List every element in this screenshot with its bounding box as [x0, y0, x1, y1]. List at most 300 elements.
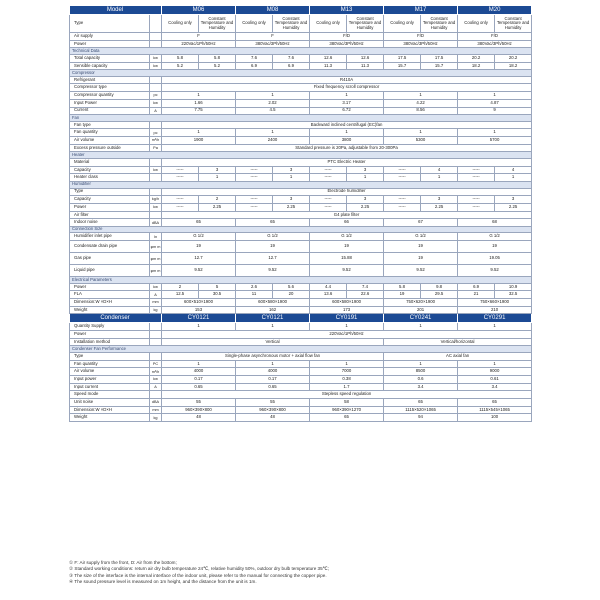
- type-mode: Cooling only: [236, 15, 273, 33]
- table-row: [70, 414, 532, 422]
- value-cell: 11.3: [310, 62, 347, 70]
- row-label: Dimension:W ×D×H: [70, 299, 150, 307]
- row-unit: [150, 188, 162, 196]
- table-row: [70, 129, 532, 137]
- footnote: ④ The sound pressure level is measured on 1m height, and the distance from the unit is 1m.: [69, 578, 257, 584]
- row-label: Type: [70, 15, 150, 33]
- table-row: [70, 137, 532, 145]
- value-cell: 1: [310, 360, 384, 368]
- section-title: Condenser Fan Performance: [70, 346, 532, 353]
- value-cell: -----: [162, 174, 199, 182]
- table-row: [70, 84, 532, 92]
- table-row: [70, 76, 532, 84]
- value-cell: 2: [199, 196, 236, 204]
- row-unit: [150, 174, 162, 182]
- row-unit: [150, 33, 162, 41]
- value-cell: G 1/2: [162, 233, 236, 241]
- value-cell: 19: [384, 241, 458, 253]
- table-row: [70, 166, 532, 174]
- type-mode: Constant Temperature and Humidity: [273, 15, 310, 33]
- table-row: [70, 196, 532, 204]
- value-cell: 15.7: [384, 62, 421, 70]
- value-cell: 600×580×1900: [236, 299, 310, 307]
- value-cell: -----: [236, 203, 273, 211]
- condenser-model: CY0241: [384, 314, 458, 323]
- section-title: Heater: [70, 152, 532, 159]
- row-unit: [150, 76, 162, 84]
- value-cell: 380Vac/3Ph/50Hz: [310, 40, 384, 48]
- value-cell: 3: [273, 196, 310, 204]
- value-cell: 5.2: [199, 62, 236, 70]
- row-unit: kg: [150, 414, 162, 422]
- table-row: [70, 233, 532, 241]
- row-unit: [150, 158, 162, 166]
- row-label: Compressor quantity: [70, 92, 150, 100]
- table-row: [70, 352, 532, 360]
- value-cell: 1: [384, 323, 458, 331]
- type-row: [70, 15, 532, 33]
- value-cell: 19: [384, 253, 458, 265]
- row-label: Liquid pipe: [70, 265, 150, 277]
- table-row: [70, 265, 532, 277]
- value-cell: 210: [458, 306, 532, 314]
- row-label: Type: [70, 352, 150, 360]
- table-row: [70, 99, 532, 107]
- value-cell: 5: [199, 283, 236, 291]
- value-cell: 3: [421, 196, 458, 204]
- footnote: ③ The size of the interface is the internal interface of the indoor unit, please refer to the manual for connecting the copper pipe.: [69, 572, 327, 578]
- row-unit: [150, 338, 162, 346]
- value-cell: 100: [458, 414, 532, 422]
- value-cell: 3: [347, 196, 384, 204]
- value-cell: 0.6: [384, 376, 458, 384]
- value-cell: 20: [273, 291, 310, 299]
- value-cell: 12.6: [347, 54, 384, 62]
- table-row: [70, 406, 532, 414]
- type-mode: Cooling only: [384, 15, 421, 33]
- table-row: [70, 253, 532, 265]
- value-cell: 1: [458, 360, 532, 368]
- row-unit: φm m: [150, 253, 162, 265]
- row-unit: [150, 211, 162, 219]
- value-cell: 20.2: [495, 54, 532, 62]
- value-cell: 0.61: [458, 376, 532, 384]
- model-name: M13: [310, 6, 384, 15]
- value-cell: F/D: [384, 33, 458, 41]
- value-cell: 4000: [236, 368, 310, 376]
- table-row: [70, 107, 532, 115]
- value-cell: 0.65: [236, 383, 310, 391]
- row-unit: dBA: [150, 219, 162, 227]
- value-cell: 12.7: [236, 253, 310, 265]
- table-row: [70, 121, 532, 129]
- table-row: [70, 54, 532, 62]
- value-cell: 1115×520×1065: [384, 406, 458, 414]
- value-cell: 220Vac/1Ph/50Hz: [162, 331, 532, 339]
- row-label: Installation method: [70, 338, 150, 346]
- row-label: Capacity: [70, 166, 150, 174]
- value-cell: 68: [458, 219, 532, 227]
- value-cell: -----: [310, 196, 347, 204]
- section-title: Fan: [70, 115, 532, 122]
- value-cell: Single-phase asynchronous motor + axial flow fan: [162, 352, 384, 360]
- footnote: ② Standard working conditions: return air dry bulb temperature 24℃, relative humidity 50%, outdoor dry bulb temperature 35℃;: [69, 566, 330, 572]
- condenser-model: CY0291: [458, 314, 532, 323]
- row-unit: A: [150, 107, 162, 115]
- value-cell: 7.6: [236, 54, 273, 62]
- table-row: [70, 331, 532, 339]
- value-cell: 20.2: [458, 54, 495, 62]
- value-cell: 2.25: [347, 203, 384, 211]
- type-mode: Constant Temperature and Humidity: [421, 15, 458, 33]
- row-label: Air volume: [70, 368, 150, 376]
- value-cell: 4.22: [384, 99, 458, 107]
- value-cell: F/D: [310, 33, 384, 41]
- value-cell: 2.25: [273, 203, 310, 211]
- value-cell: F: [236, 33, 310, 41]
- row-unit: pc: [150, 92, 162, 100]
- row-unit: [150, 352, 162, 360]
- value-cell: 55: [236, 399, 310, 407]
- value-cell: -----: [458, 166, 495, 174]
- row-label: Air supply: [70, 33, 150, 41]
- value-cell: 5.8: [384, 283, 421, 291]
- value-cell: -----: [458, 174, 495, 182]
- value-cell: 94: [384, 414, 458, 422]
- value-cell: 6.9: [236, 62, 273, 70]
- value-cell: 58: [310, 399, 384, 407]
- value-cell: PTC Electric Heater: [162, 158, 532, 166]
- row-label: Input power: [70, 376, 150, 384]
- value-cell: -----: [310, 203, 347, 211]
- value-cell: -----: [458, 203, 495, 211]
- row-label: Sensible capacity: [70, 62, 150, 70]
- value-cell: 9.52: [310, 265, 384, 277]
- condenser-model: CY0121: [162, 314, 236, 323]
- value-cell: 65: [236, 219, 310, 227]
- value-cell: 32.5: [495, 291, 532, 299]
- value-cell: 5300: [384, 137, 458, 145]
- value-cell: 1: [495, 174, 532, 182]
- value-cell: 0.38: [310, 376, 384, 384]
- table-row: [70, 203, 532, 211]
- value-cell: Vertical: [162, 338, 384, 346]
- value-cell: -----: [236, 196, 273, 204]
- value-cell: -----: [384, 203, 421, 211]
- value-cell: 960×390×800: [236, 406, 310, 414]
- type-mode: Cooling only: [310, 15, 347, 33]
- value-cell: Stepless speed regulation: [162, 391, 532, 399]
- row-unit: mm: [150, 406, 162, 414]
- value-cell: 2: [162, 283, 199, 291]
- section-title: Electrical Parameters: [70, 277, 532, 284]
- value-cell: 7.75: [162, 107, 236, 115]
- value-cell: 12.7: [162, 253, 236, 265]
- value-cell: 22.6: [347, 291, 384, 299]
- row-label: Quantity Supply: [70, 323, 150, 331]
- table-row: [70, 241, 532, 253]
- model-header-row: [70, 6, 532, 15]
- model-name: M17: [384, 6, 458, 15]
- spec-table: [69, 5, 532, 422]
- type-mode: Cooling only: [458, 15, 495, 33]
- table-row: [70, 338, 532, 346]
- value-cell: Vertical/horizontal: [384, 338, 532, 346]
- value-cell: 4: [421, 166, 458, 174]
- value-cell: 5.8: [162, 54, 199, 62]
- value-cell: 66: [310, 219, 384, 227]
- row-unit: dBA: [150, 399, 162, 407]
- row-label: Condensate drain pipe: [70, 241, 150, 253]
- row-unit: kw: [150, 166, 162, 174]
- value-cell: 1.7: [310, 383, 384, 391]
- value-cell: 1: [310, 92, 384, 100]
- table-row: [70, 399, 532, 407]
- value-cell: 162: [236, 306, 310, 314]
- value-cell: 48: [162, 414, 236, 422]
- table-row: [70, 283, 532, 291]
- value-cell: 5.8: [199, 54, 236, 62]
- value-cell: 7.6: [273, 54, 310, 62]
- value-cell: 65: [310, 414, 384, 422]
- table-row: [70, 174, 532, 182]
- row-label: Fan type: [70, 121, 150, 129]
- value-cell: 3: [273, 166, 310, 174]
- value-cell: 960×390×1270: [310, 406, 384, 414]
- row-label: Excess pressure outside: [70, 144, 150, 152]
- value-cell: 2.25: [421, 203, 458, 211]
- value-cell: 9.52: [162, 265, 236, 277]
- value-cell: 3.4: [458, 383, 532, 391]
- value-cell: 220Vac/1Ph/50Hz: [162, 40, 236, 48]
- table-row: [70, 62, 532, 70]
- value-cell: 1: [162, 360, 236, 368]
- value-cell: -----: [162, 203, 199, 211]
- table-row: [70, 376, 532, 384]
- table-row: [70, 188, 532, 196]
- row-label: Power: [70, 203, 150, 211]
- row-label: Heater class: [70, 174, 150, 182]
- value-cell: 380Vac/3Ph/50Hz: [384, 40, 458, 48]
- row-label: Unit noise: [70, 399, 150, 407]
- row-unit: [150, 331, 162, 339]
- value-cell: 1: [458, 92, 532, 100]
- value-cell: 4.5: [236, 107, 310, 115]
- value-cell: 0.17: [236, 376, 310, 384]
- value-cell: 1.66: [162, 99, 236, 107]
- value-cell: 2.6: [236, 283, 273, 291]
- value-cell: 1: [421, 174, 458, 182]
- row-unit: [150, 84, 162, 92]
- row-unit: kw: [150, 203, 162, 211]
- table-row: [70, 219, 532, 227]
- value-cell: 2.25: [495, 203, 532, 211]
- value-cell: 9.8: [421, 283, 458, 291]
- value-cell: 1: [310, 323, 384, 331]
- row-label: Fan quantity: [70, 129, 150, 137]
- value-cell: 13.6: [310, 291, 347, 299]
- value-cell: 1: [162, 323, 236, 331]
- row-label: Fan quantity: [70, 360, 150, 368]
- value-cell: G 1/2: [458, 233, 532, 241]
- section-title: Compressor: [70, 70, 532, 77]
- value-cell: 2400: [236, 137, 310, 145]
- value-cell: 3800: [310, 137, 384, 145]
- value-cell: -----: [384, 174, 421, 182]
- condenser-model: CY0121: [236, 314, 310, 323]
- value-cell: Backward inclined centrifugal (EC)fan: [162, 121, 532, 129]
- row-unit: A: [150, 383, 162, 391]
- value-cell: 3.17: [310, 99, 384, 107]
- value-cell: 17.5: [384, 54, 421, 62]
- value-cell: 5.2: [162, 62, 199, 70]
- row-unit: φm m: [150, 265, 162, 277]
- value-cell: 65: [384, 399, 458, 407]
- table-row: [70, 158, 532, 166]
- row-unit: kg/h: [150, 196, 162, 204]
- value-cell: 19: [162, 241, 236, 253]
- row-unit: Pa: [150, 144, 162, 152]
- value-cell: -----: [236, 174, 273, 182]
- value-cell: 1: [236, 129, 310, 137]
- row-unit: kw: [150, 376, 162, 384]
- value-cell: 3: [199, 166, 236, 174]
- value-cell: G4 plate filter: [162, 211, 532, 219]
- value-cell: 30.5: [199, 291, 236, 299]
- table-row: [70, 368, 532, 376]
- value-cell: 12.6: [310, 54, 347, 62]
- value-cell: 153: [162, 306, 236, 314]
- value-cell: 19: [236, 241, 310, 253]
- value-cell: 173: [310, 306, 384, 314]
- table-row: [70, 92, 532, 100]
- value-cell: 5700: [458, 137, 532, 145]
- row-unit: [150, 40, 162, 48]
- table-row: [70, 40, 532, 48]
- table-row: [70, 383, 532, 391]
- value-cell: 3.4: [384, 383, 458, 391]
- table-row: [70, 211, 532, 219]
- value-cell: 1: [162, 129, 236, 137]
- value-cell: Fixed frequency scroll compressor: [162, 84, 532, 92]
- value-cell: -----: [162, 166, 199, 174]
- value-cell: 960×390×800: [162, 406, 236, 414]
- value-cell: 17.5: [421, 54, 458, 62]
- value-cell: 1: [384, 360, 458, 368]
- value-cell: 1: [310, 129, 384, 137]
- value-cell: 19.05: [458, 253, 532, 265]
- value-cell: 15.7: [421, 62, 458, 70]
- value-cell: 4: [495, 166, 532, 174]
- value-cell: 9.52: [384, 265, 458, 277]
- value-cell: Standard pressure is 20Pa, adjustable from 20-300Pa: [162, 144, 532, 152]
- value-cell: 2.02: [236, 99, 310, 107]
- table-row: [70, 360, 532, 368]
- value-cell: 8.56: [384, 107, 458, 115]
- table-row: [70, 323, 532, 331]
- row-unit: A: [150, 291, 162, 299]
- value-cell: -----: [384, 196, 421, 204]
- type-mode: Constant Temperature and Humidity: [495, 15, 532, 33]
- value-cell: 201: [384, 306, 458, 314]
- value-cell: 10.9: [495, 283, 532, 291]
- row-label: Power: [70, 40, 150, 48]
- value-cell: 1: [458, 129, 532, 137]
- value-cell: -----: [162, 196, 199, 204]
- value-cell: 1900: [162, 137, 236, 145]
- condenser-label: Condenser: [70, 314, 162, 323]
- row-label: Refrigerant: [70, 76, 150, 84]
- value-cell: 1: [236, 360, 310, 368]
- value-cell: R410A: [162, 76, 532, 84]
- model-name: M20: [458, 6, 532, 15]
- condenser-header-row: [70, 314, 532, 323]
- row-unit: [150, 323, 162, 331]
- row-unit: φm m: [150, 241, 162, 253]
- value-cell: 0.65: [162, 383, 236, 391]
- footnote: ① F: Air supply from the front, D: Air from the bottom;: [69, 560, 177, 565]
- value-cell: 19: [384, 291, 421, 299]
- row-unit: kw: [150, 283, 162, 291]
- value-cell: 3: [347, 166, 384, 174]
- value-cell: 21: [458, 291, 495, 299]
- value-cell: 600×580×1900: [310, 299, 384, 307]
- row-label: FLA: [70, 291, 150, 299]
- value-cell: 3: [495, 196, 532, 204]
- table-row: [70, 306, 532, 314]
- row-unit: In: [150, 233, 162, 241]
- table-row: [70, 391, 532, 399]
- value-cell: G 1/2: [310, 233, 384, 241]
- row-label: Air filter: [70, 211, 150, 219]
- model-label: Model: [70, 6, 162, 15]
- row-unit: kw: [150, 62, 162, 70]
- value-cell: 6.9: [458, 283, 495, 291]
- value-cell: 0.17: [162, 376, 236, 384]
- row-label: Capacity: [70, 196, 150, 204]
- value-cell: -----: [458, 196, 495, 204]
- value-cell: 11.3: [347, 62, 384, 70]
- value-cell: 1: [347, 174, 384, 182]
- value-cell: F/D: [458, 33, 532, 41]
- value-cell: 9000: [458, 368, 532, 376]
- value-cell: 750×660×1900: [458, 299, 532, 307]
- row-label: Total capacity: [70, 54, 150, 62]
- value-cell: 18.2: [458, 62, 495, 70]
- value-cell: 1: [162, 92, 236, 100]
- section-title: Connection Size: [70, 226, 532, 233]
- row-label: Weight: [70, 414, 150, 422]
- table-row: [70, 144, 532, 152]
- row-label: Current: [70, 107, 150, 115]
- value-cell: 9: [458, 107, 532, 115]
- model-name: M08: [236, 6, 310, 15]
- value-cell: 18.2: [495, 62, 532, 70]
- row-label: Indoor noise: [70, 219, 150, 227]
- row-label: Speed mode: [70, 391, 150, 399]
- row-label: Power: [70, 283, 150, 291]
- value-cell: -----: [384, 166, 421, 174]
- value-cell: 5.6: [273, 283, 310, 291]
- row-label: Weight: [70, 306, 150, 314]
- row-label: Air volume: [70, 137, 150, 145]
- row-label: Type: [70, 188, 150, 196]
- value-cell: Electrode humidifier: [162, 188, 532, 196]
- value-cell: 4000: [162, 368, 236, 376]
- value-cell: 67: [384, 219, 458, 227]
- type-mode: Constant Temperature and Humidity: [199, 15, 236, 33]
- value-cell: 1: [273, 174, 310, 182]
